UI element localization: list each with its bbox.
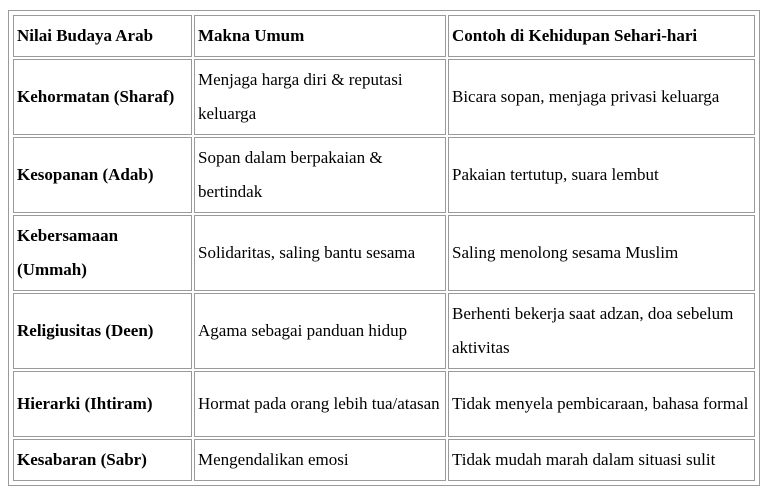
cell-contoh: Tidak menyela pembicaraan, bahasa formal [448, 371, 755, 437]
cell-contoh: Bicara sopan, menjaga privasi keluarga [448, 59, 755, 135]
cell-nilai: Hierarki (Ihtiram) [13, 371, 192, 437]
cell-nilai: Kesopanan (Adab) [13, 137, 192, 213]
cell-contoh: Saling menolong sesama Muslim [448, 215, 755, 291]
table-row [13, 59, 755, 135]
cell-makna: Solidaritas, saling bantu sesama [194, 215, 446, 291]
culture-table [8, 10, 760, 486]
cell-nilai: Kesabaran (Sabr) [13, 439, 192, 481]
table-row [13, 439, 755, 481]
cell-makna: Hormat pada orang lebih tua/atasan [194, 371, 446, 437]
cell-contoh: Tidak mudah marah dalam situasi sulit [448, 439, 755, 481]
cell-makna: Menjaga harga diri & reputasi keluarga [194, 59, 446, 135]
cell-contoh: Berhenti bekerja saat adzan, doa sebelum aktivitas [448, 293, 755, 369]
cell-makna: Mengendalikan emosi [194, 439, 446, 481]
table-header-row [13, 15, 755, 57]
culture-values-table [11, 13, 757, 483]
header-contoh: Contoh di Kehidupan Sehari-hari [448, 15, 755, 57]
table-row [13, 215, 755, 291]
cell-nilai: Kebersamaan (Ummah) [13, 215, 192, 291]
cell-nilai: Kehormatan (Sharaf) [13, 59, 192, 135]
cell-makna: Sopan dalam berpakaian & bertindak [194, 137, 446, 213]
header-nilai-budaya: Nilai Budaya Arab [13, 15, 192, 57]
cell-contoh: Pakaian tertutup, suara lembut [448, 137, 755, 213]
table-row [13, 371, 755, 437]
table-row [13, 137, 755, 213]
cell-nilai: Religiusitas (Deen) [13, 293, 192, 369]
header-makna-umum: Makna Umum [194, 15, 446, 57]
table-row [13, 293, 755, 369]
cell-makna: Agama sebagai panduan hidup [194, 293, 446, 369]
